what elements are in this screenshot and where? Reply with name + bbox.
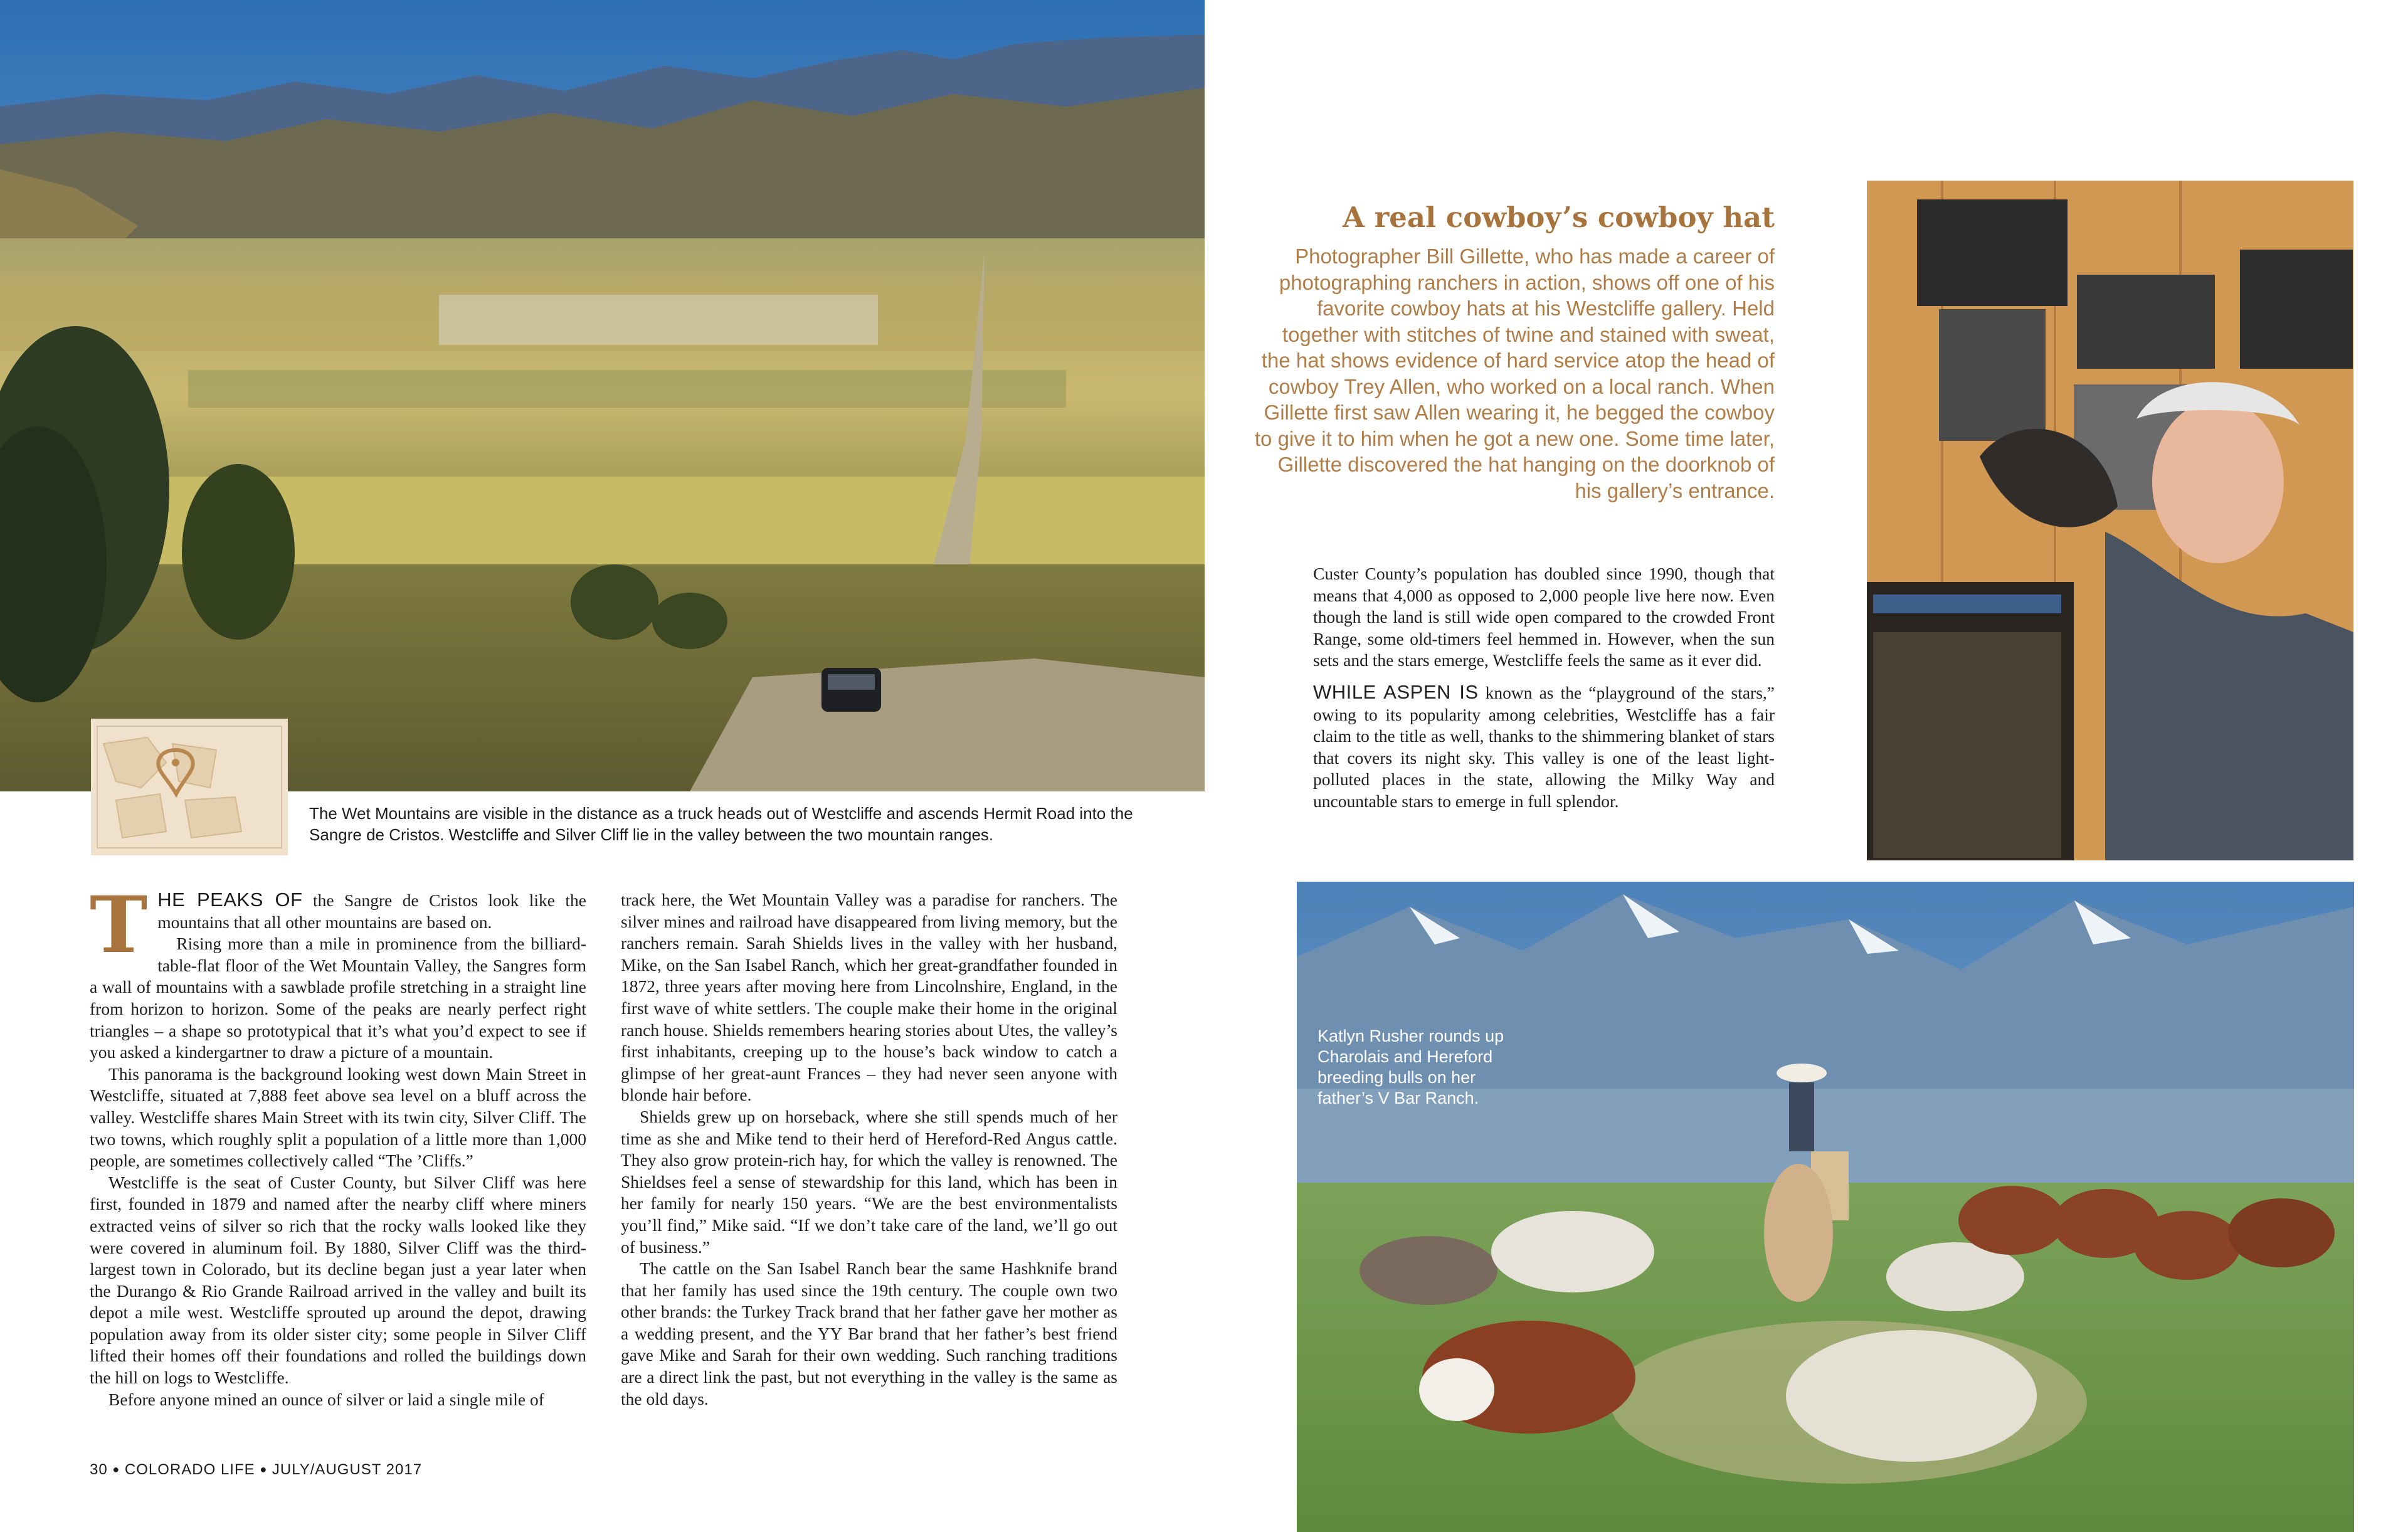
article-paragraph (1313, 682, 1775, 813)
folio-separator: ● (260, 1463, 268, 1476)
cattle-caption: Katlyn Rusher rounds up Charolais and Hereford breeding bulls on her father’s V Bar Ranch. (1318, 1027, 1504, 1107)
cattle-photo (1297, 882, 2354, 1532)
landscape-caption: The Wet Mountains are visible in the distance as a truck heads out of Westcliffe and ascends Hermit Road into the Sangre de Cristos. Westcliffe and Silver Cliff lie in the valley between the two mountain ranges. (309, 804, 1133, 844)
landscape-photo-icon (0, 0, 1205, 791)
article-paragraph: The cattle on the San Isabel Ranch bear the same Hashknife brand that her family has used since the 19th century. The couple own two other brands: the Turkey Track brand that her father gave her mother as a wedding present, and the YY Bar brand that her father’s best friend gave Mike and Sarah for their own wedding. Such ranching traditions are a direct link the past, but not everything in the valley is the same as the old days. (621, 1259, 1117, 1408)
folio-separator: ● (112, 1463, 120, 1476)
article-paragraph: Shields grew up on horseback, where she still spends much of her time as she and Mike tend to their herd of Hereford-Red Angus cattle. They also grow protein-rich hay, for which the valley is renowned. The Shieldses feel a sense of stewardship for this land, which has been in her family for nearly 150 years. “We are the best environmentalists you’ll find,” Mike said. “If we don’t take care of the land, we’ll go out of business.” (621, 1106, 1117, 1257)
article-paragraph: Westcliffe is the seat of Custer County, but Silver Cliff was here first, founded in 1879 and named after the nearby cliff where miners extracted veins of silver so rich that the rocky walls looked like they were covered in aluminum foil. By 1880, Silver Cliff was the third-largest town in Colorado, but its decline began just a year later when the Durango & Rio Grande Railroad arrived in the valley and built its depot a mile west. Westcliffe sprouted up around the depot, drawing population away from its older sister city; some people in Silver Cliff lifted their homes off their foundations and rolled the buildings down the hill on logs to Westcliffe. (90, 1172, 586, 1388)
locator-map (91, 719, 288, 855)
article-lead-paragraph (90, 880, 586, 971)
issue-date: JULY/AUGUST 2017 (272, 1461, 423, 1478)
sidebar-body: Photographer Bill Gillette, who has made a career of photographing ranchers in action, shows off one of his favorite cowboy hats at his Westcliffe gallery. Held together with stitches of twine and stained with sweat, the hat shows evidence of hard service atop the head of cowboy Trey Allen, who worked on a local ranch. When Gillette first saw Allen wearing it, he begged the cowboy to give it to him when he got a new one. Some time later, Gillette discovered the hat hanging on the doorknob of his gallery’s entrance. (1254, 245, 1775, 502)
article-paragraph: Custer County’s population has doubled since 1990, though that means that 4,000 as opposed to 2,000 people live here now. Even though the land is still wide open compared to the crowded Front Range, some old-timers feel hemmed in. However, when the sun sets and the stars emerge, Westcliffe feels the same as it ever did. (1313, 564, 1775, 670)
article-paragraph: This panorama is the background looking west down Main Street in Westcliffe, situated at 7,888 feet above sea level on a bluff across the valley. Westcliffe shares Main Street with its twin city, Silver Cliff. The two towns, which roughly split a population of a little more than 1,000 people, are sometimes collectively called “The ’Cliffs.” (90, 1064, 586, 1171)
article-column-3 (1313, 563, 1775, 813)
colorado-locator-map-icon (91, 719, 288, 855)
sidebar-title: A real cowboy’s cowboy hat (1342, 201, 1775, 234)
drop-cap: T (90, 880, 148, 971)
magazine-name: COLORADO LIFE (124, 1461, 255, 1478)
article-column-2 (621, 889, 1117, 1410)
article-paragraph: Rising more than a mile in prominence from the billiard-table-flat floor of the Wet Mountain Valley, the Sangres form a wall of mountains with a sawblade profile stretching in a straight line from horizon to horizon. Some of the peaks are nearly perfect right triangles – a shape so prototypical that it’s what you’d expect to see if you asked a kindergartner to draw a picture of a mountain. (90, 934, 586, 1062)
page-folio (90, 1461, 422, 1479)
portrait-photo (1867, 181, 2353, 860)
lead-text: the Sangre de Cristos look like the mountains that all other mountains are based on. (157, 890, 586, 932)
portrait-photo-icon (1867, 181, 2353, 860)
page-number: 30 (90, 1461, 108, 1478)
article-column-1 (90, 880, 586, 1410)
paragraph-text: known as the “playground of the stars,” owing to its popularity among celebrities, Westcliffe has a fair claim to the title as well, thanks to the shimmering blanket of stars that covers its night sky. This valley is one of the least light-polluted places in the state, allowing the Milky Way and uncountable stars to emerge in full splendor. (1313, 682, 1775, 811)
article-paragraph: track here, the Wet Mountain Valley was a paradise for ranchers. The silver mines and railroad have disappeared from living memory, but the ranchers remain. Sarah Shields lives in the valley with her husband, Mike, on the San Isabel Ranch, which her great-grandfather founded in 1872, three years after moving here from Lincolnshire, England, in the first wave of white settlers. The couple make their home in the original ranch house. Shields remembers hearing stories about Utes, the valley’s first inhabitants, creeping up to the house’s back window to catch a glimpse of her great-aunt Frances – they had never seen anyone with blonde hair before. (621, 890, 1117, 1105)
article-paragraph: Before anyone mined an ounce of silver or laid a single mile of (108, 1389, 544, 1409)
lead-caps: HE PEAKS OF (157, 889, 303, 911)
lead-caps: WHILE ASPEN IS (1313, 680, 1479, 703)
cattle-photo-icon (1297, 882, 2354, 1532)
landscape-photo (0, 0, 1205, 791)
